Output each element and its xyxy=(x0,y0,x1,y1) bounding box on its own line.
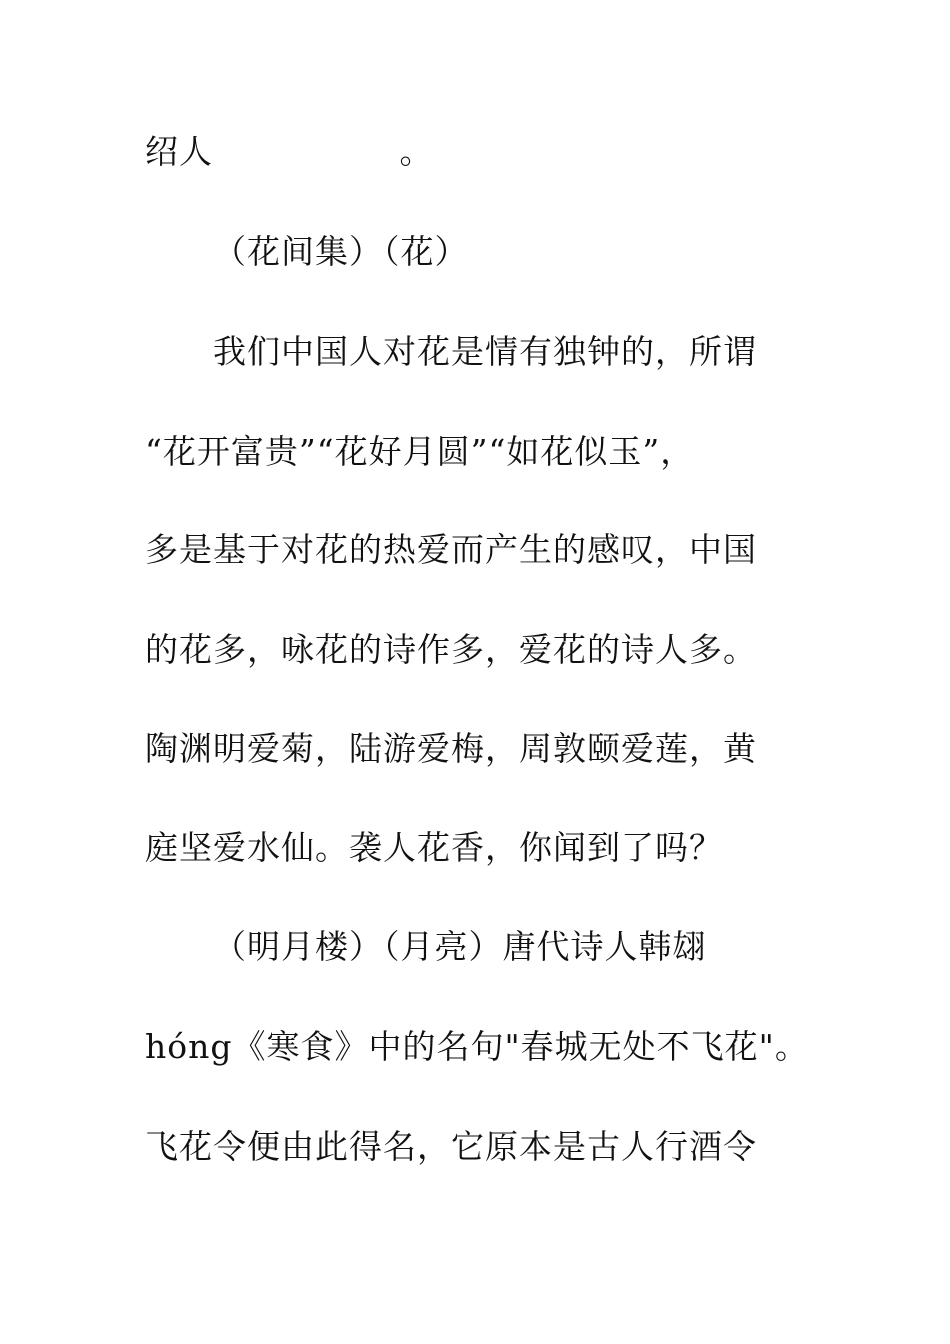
text-line-5: 多是基于对花的热爱而产生的感叹，中国 xyxy=(145,530,757,569)
text-line-3: 我们中国人对花是情有独钟的，所谓 xyxy=(213,332,757,371)
text-line-1: 绍人 。 xyxy=(145,132,434,171)
text-line-4: “花开富贵”“花好月圆”“如花似玉”， xyxy=(145,432,695,471)
text-line-9: （明月楼）（月亮）唐代诗人韩翃 xyxy=(213,927,707,966)
text-line-8: 庭坚爱水仙。袭人花香，你闻到了吗？ xyxy=(145,828,723,867)
text-line-6: 的花多，咏花的诗作多，爱花的诗人多。 xyxy=(145,630,757,669)
text-line-7: 陶渊明爱菊，陆游爱梅，周敦颐爱莲，黄 xyxy=(145,729,757,768)
text-line-11: 飞花令便由此得名，它原本是古人行酒令 xyxy=(145,1127,757,1166)
text-line-2: （花间集）（花） xyxy=(213,232,469,271)
text-line-10: hóng《寒食》中的名句"春城无处不飞花"。 xyxy=(145,1027,809,1066)
